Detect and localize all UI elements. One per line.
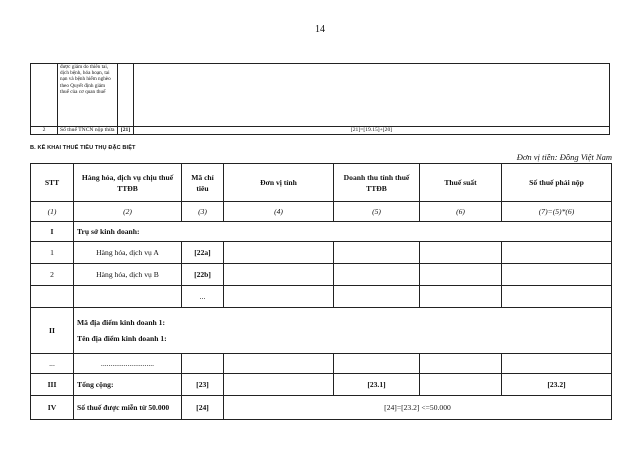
- reduction-reason-text: được giảm do thiên tai, dịch bệnh, hỏa hoạn, tai nạn và bệnh hiểm nghèo theo Quyết định giảm thuế của cơ quan thuế: [58, 64, 118, 127]
- exempt-label: Số thuế được miễn từ 50.000: [74, 396, 182, 420]
- total-label: Tổng cộng:: [74, 374, 182, 396]
- indicator-code: [21]: [118, 127, 134, 135]
- header-code: Mã chỉ tiêu: [182, 164, 224, 202]
- total-tax-code: [23.2]: [502, 374, 612, 396]
- row-stt: I: [31, 222, 74, 242]
- location-name-label: Tên địa điểm kinh doanh 1:: [77, 333, 167, 343]
- header-tax-payable: Số thuế phải nộp: [502, 164, 612, 202]
- total-revenue-code: [23.1]: [334, 374, 420, 396]
- table-cell: [118, 64, 134, 127]
- table-row: [31, 242, 612, 264]
- row-stt: 1: [31, 242, 74, 264]
- table-row: [31, 354, 612, 374]
- index-cell: (6): [420, 202, 502, 222]
- row-stt: II: [31, 308, 74, 354]
- excise-tax-table: [30, 163, 612, 420]
- row-stt: III: [31, 374, 74, 396]
- table-cell: [224, 374, 334, 396]
- table-cell: [134, 64, 610, 127]
- table-row: [31, 264, 612, 286]
- table-row: [31, 222, 612, 242]
- item-label: ............................: [74, 354, 182, 374]
- overpaid-pit-formula: [21]=[19.15]+[20]: [134, 127, 610, 135]
- table-row: [31, 308, 612, 354]
- row-stt: IV: [31, 396, 74, 420]
- index-cell: (2): [74, 202, 182, 222]
- section-label: Trụ sở kinh doanh:: [74, 222, 612, 242]
- table-cell: [224, 286, 334, 308]
- table-row: [31, 127, 610, 135]
- table-cell: [420, 354, 502, 374]
- table-header-row: [31, 164, 612, 202]
- table-row: [31, 64, 610, 127]
- section-b-title: B. KÊ KHAI THUẾ TIÊU THỤ ĐẶC BIỆT: [30, 145, 136, 151]
- index-cell: (4): [224, 202, 334, 222]
- location-code-label: Mã địa điểm kinh doanh 1:: [77, 317, 165, 327]
- row-stt: 2: [31, 264, 74, 286]
- row-stt: ...: [31, 354, 74, 374]
- table-cell: [502, 354, 612, 374]
- index-cell: (7)=(5)*(6): [502, 202, 612, 222]
- row-stt: 2: [31, 127, 58, 135]
- index-cell: (5): [334, 202, 420, 222]
- index-cell: (3): [182, 202, 224, 222]
- indicator-code: [24]: [182, 396, 224, 420]
- item-label: Hàng hóa, dịch vụ A: [74, 242, 182, 264]
- table-row: [31, 286, 612, 308]
- indicator-code: [23]: [182, 374, 224, 396]
- table-cell: [334, 354, 420, 374]
- table-cell: [224, 242, 334, 264]
- page-number: 14: [315, 24, 325, 35]
- indicator-code: [22a]: [182, 242, 224, 264]
- table-cell: [224, 354, 334, 374]
- table-cell: [182, 354, 224, 374]
- header-unit: Đơn vị tính: [224, 164, 334, 202]
- table-cell: [31, 64, 58, 127]
- table-cell: [420, 264, 502, 286]
- table-cell: [420, 242, 502, 264]
- header-stt: STT: [31, 164, 74, 202]
- table-cell: [31, 286, 74, 308]
- header-goods: Hàng hóa, dịch vụ chịu thuế TTĐB: [74, 164, 182, 202]
- table-cell: [502, 264, 612, 286]
- table-cell: [420, 374, 502, 396]
- indicator-code: [22b]: [182, 264, 224, 286]
- header-revenue: Doanh thu tính thuế TTĐB: [334, 164, 420, 202]
- table-row: [31, 202, 612, 222]
- table-cell: [334, 242, 420, 264]
- table-cell: [420, 286, 502, 308]
- table-cell: [334, 264, 420, 286]
- table-cell: [74, 286, 182, 308]
- item-label: Hàng hóa, dịch vụ B: [74, 264, 182, 286]
- business-location-block: [74, 308, 612, 354]
- table-cell: [224, 264, 334, 286]
- pit-continuation-table: [30, 63, 610, 135]
- table-cell: [334, 286, 420, 308]
- exempt-formula: [24]=[23.2] <=50.000: [224, 396, 612, 420]
- currency-unit: Đơn vị tiền: Đồng Việt Nam: [516, 152, 612, 162]
- overpaid-pit-label: Số thuế TNCN nộp thừa: [58, 127, 118, 135]
- indicator-code: ...: [182, 286, 224, 308]
- table-cell: [502, 286, 612, 308]
- table-cell: [502, 242, 612, 264]
- header-tax-rate: Thuế suất: [420, 164, 502, 202]
- table-row: [31, 374, 612, 396]
- index-cell: (1): [31, 202, 74, 222]
- table-row: [31, 396, 612, 420]
